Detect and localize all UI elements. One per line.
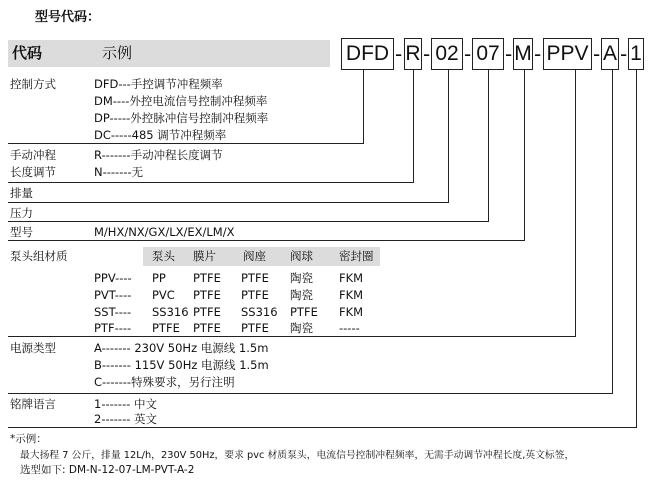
section-divider xyxy=(8,393,612,394)
example-column-header: 示例 xyxy=(102,44,133,62)
table-cell: SS316 xyxy=(152,305,189,319)
section-divider xyxy=(8,240,524,241)
control-option: DP-----外控脉冲信号控制冲程频率 xyxy=(94,111,269,125)
table-cell: PTFE xyxy=(241,271,269,285)
section-divider xyxy=(8,202,448,203)
model-value: M/HX/NX/GX/LX/EX/LM/X xyxy=(94,225,235,239)
nameplate-label: 铭牌语言 xyxy=(10,397,56,411)
code-box-flow: 02 xyxy=(431,38,463,70)
connector-control xyxy=(363,70,364,144)
example-title: *示例： xyxy=(10,433,47,445)
code-separator: - xyxy=(395,42,403,66)
table-cell: PTFE xyxy=(290,305,318,319)
code-box-nameplate: 1 xyxy=(628,38,644,70)
table-cell: FKM xyxy=(339,271,364,285)
code-box-model: M xyxy=(513,38,533,70)
code-box-control: DFD xyxy=(341,38,394,70)
power-option: B------- 115V 50Hz 电源线 1.5m xyxy=(94,358,269,372)
example-line: 选型如下: DM-N-12-07-LM-PVT-A-2 xyxy=(20,464,195,476)
control-option: DC-----485 调节冲程频率 xyxy=(94,128,227,142)
connector-power xyxy=(612,70,613,394)
code-column-header: 代码 xyxy=(12,44,43,62)
code-box-power: A xyxy=(601,38,619,70)
table-cell: PTFE xyxy=(152,321,180,335)
table-cell: PTFE xyxy=(193,305,221,319)
section-divider xyxy=(8,143,363,144)
control-option: DM----外控电流信号控制冲程频率 xyxy=(94,94,268,108)
manual-option: R-------手动冲程长度调节 xyxy=(94,148,223,162)
material-column-header: 膜片 xyxy=(193,249,216,263)
material-code: SST---- xyxy=(94,305,132,319)
table-cell: PTFE xyxy=(193,321,221,335)
code-box-manual: R xyxy=(404,38,422,70)
code-separator: - xyxy=(593,42,601,66)
power-option: C-------特殊要求，另行注明 xyxy=(94,375,235,389)
power-option: A------- 230V 50Hz 电源线 1.5m xyxy=(94,341,269,355)
material-code: PTF---- xyxy=(94,321,132,335)
section-divider xyxy=(8,182,413,183)
material-label: 泵头组材质 xyxy=(10,249,68,263)
code-separator: - xyxy=(505,42,513,66)
table-cell: PVC xyxy=(152,288,175,302)
material-column-header: 阀球 xyxy=(290,249,313,263)
table-cell: PTFE xyxy=(193,271,221,285)
example-line: 最大扬程 7 公斤，排量 12L/h，230V 50Hz，要求 pvc 材质泵头，电流信号控制冲程频率，无需手动调节冲程长度,英文标签， xyxy=(20,450,575,461)
material-column-header: 密封圈 xyxy=(339,249,374,263)
header-bar xyxy=(8,40,330,67)
table-cell: 陶瓷 xyxy=(290,321,313,335)
model-label: 型号 xyxy=(10,225,33,239)
table-cell: PTFE xyxy=(193,288,221,302)
connector-pressure xyxy=(488,70,489,222)
code-separator: - xyxy=(620,42,628,66)
section-divider xyxy=(8,427,636,428)
flow-label: 排量 xyxy=(10,186,33,200)
material-column-header: 阀座 xyxy=(243,249,266,263)
code-separator: - xyxy=(534,42,542,66)
material-code: PVT---- xyxy=(94,288,132,302)
connector-material xyxy=(575,70,576,337)
table-cell: ----- xyxy=(339,321,360,335)
table-cell: PTFE xyxy=(241,288,269,302)
table-cell: 陶瓷 xyxy=(290,271,313,285)
material-code: PPV---- xyxy=(94,271,132,285)
code-box-material: PPV xyxy=(543,38,592,70)
control-option: DFD---手控调节冲程频率 xyxy=(94,77,223,91)
manual-label: 长度调节 xyxy=(10,165,56,179)
manual-option: N-------无 xyxy=(94,165,144,179)
manual-label: 手动冲程 xyxy=(10,148,56,162)
connector-manual xyxy=(413,70,414,183)
page-title: 型号代码： xyxy=(35,10,101,25)
table-cell: 陶瓷 xyxy=(290,288,313,302)
connector-flow xyxy=(448,70,449,203)
power-label: 电源类型 xyxy=(10,341,56,355)
code-separator: - xyxy=(423,42,431,66)
table-cell: PP xyxy=(152,271,166,285)
table-cell: SS316 xyxy=(241,305,278,319)
control-label: 控制方式 xyxy=(10,77,56,91)
nameplate-option: 2------- 英文 xyxy=(94,412,158,426)
connector-model xyxy=(524,70,525,241)
table-cell: FKM xyxy=(339,305,364,319)
code-box-pressure: 07 xyxy=(472,38,504,70)
section-divider xyxy=(8,221,488,222)
nameplate-option: 1------- 中文 xyxy=(94,397,158,411)
table-cell: FKM xyxy=(339,288,364,302)
table-cell: PTFE xyxy=(241,321,269,335)
pressure-label: 压力 xyxy=(10,206,33,220)
section-divider xyxy=(8,336,575,337)
code-separator: - xyxy=(464,42,472,66)
connector-nameplate xyxy=(636,70,637,428)
material-column-header: 泵头 xyxy=(152,249,175,263)
